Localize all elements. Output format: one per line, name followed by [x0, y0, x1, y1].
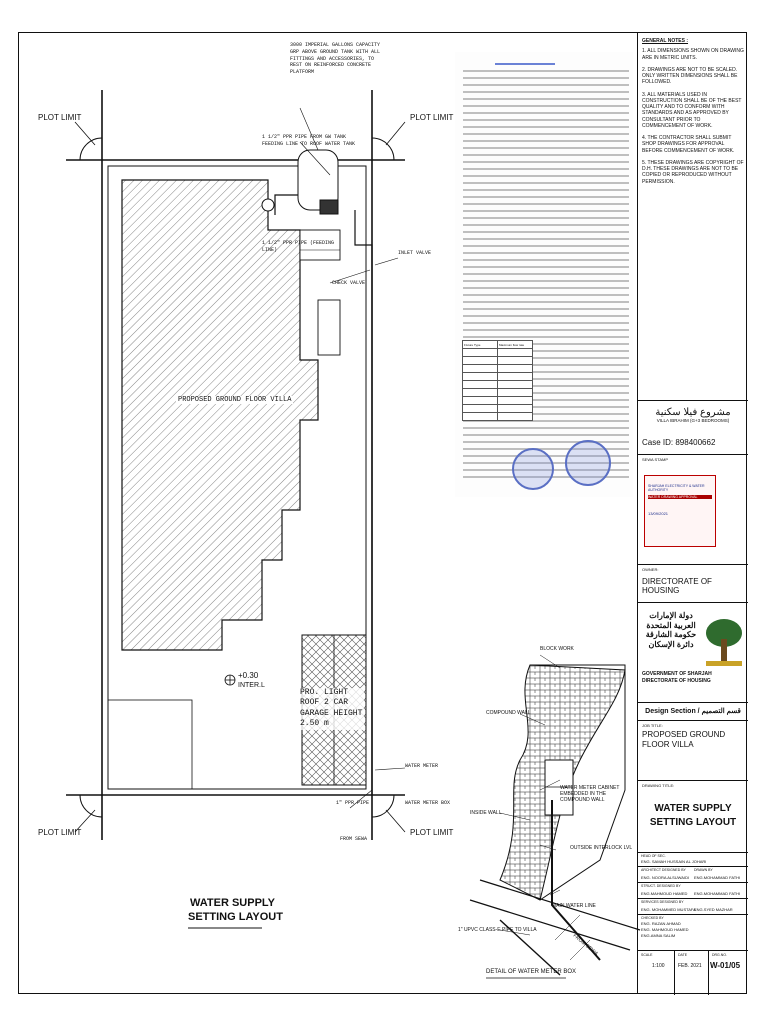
detail-outside-interlock: OUTSIDE INTERLOCK LVL	[570, 845, 633, 851]
meter-box-label: WATER METER BOX	[405, 800, 451, 806]
detail-block-work: BLOCK WORK	[540, 646, 574, 652]
gov-ar-line-3: دائرة الإسكان	[648, 639, 694, 649]
plot-limit-label-br: PLOT LIMIT	[410, 828, 454, 837]
sewa-stamp-label: SEWA STAMP	[642, 457, 669, 462]
plot-limit-label-tl: PLOT LIMIT	[38, 113, 82, 122]
owner-row	[638, 564, 748, 602]
gov-en-line-1: GOVERNMENT OF SHARJAH	[642, 671, 712, 677]
detail-compound-wall: COMPOUND WALL	[486, 710, 531, 716]
job-title-row	[638, 720, 748, 780]
project-heading	[638, 400, 748, 440]
drawn-by-3: ENG.SYED MAZHAR	[694, 907, 733, 912]
check-valve-label: CHECK VALVE	[332, 280, 366, 286]
level-value: +0.30	[238, 671, 259, 680]
scale-value: 1:100	[652, 963, 665, 969]
arch-designed: ENG. NOORA ALSUWAIDI	[641, 875, 690, 880]
general-notes	[642, 38, 744, 185]
drawn-by-2: ENG.MOHAMMAD FATHI	[694, 891, 741, 896]
gov-ar-line-1: دولة الإمارات العربية المتحدة	[646, 611, 696, 630]
struct-designer: ENG.MAHMOUD HAMED	[641, 891, 688, 896]
fixture-flow-table	[462, 340, 533, 421]
drg-label: DRG.NO.	[712, 953, 727, 957]
owner-project-line: VILLA IBRAHIM (G+3 BEDROOMS)	[656, 418, 730, 423]
detail-meter-cabinet: WATER METER CABINET EMBEDDED IN THE COMPOUND WALL	[560, 785, 620, 803]
job-title-label: JOB TITLE:	[642, 723, 663, 728]
general-note-3: 3. ALL MATERIALS USED IN CONSTRUCTION SHALL BE OF THE BEST QUALITY AND TO CONFORM WITH STANDARDS AND AS APPROVED BY CONSULTANT PRIOR TO COMMENCEMENT OF WORK.	[642, 91, 742, 129]
fixture-table-header-1: Fixture Type	[463, 341, 498, 349]
struct-label: STRUCT. DESIGNED BY	[641, 884, 681, 888]
detail-title: DETAIL OF WATER METER BOX	[486, 969, 577, 975]
stamp-date: 13/09/2021	[648, 511, 669, 516]
general-notes-title: GENERAL NOTES :	[642, 38, 689, 44]
services-row	[638, 898, 748, 914]
detail-pipe-to-villa: 1" UPVC CLASS-E PIPE TO VILLA	[458, 927, 537, 933]
checked-2: ENG. MAHMOUD HAMED	[641, 927, 689, 932]
drg-number: W-01/05	[710, 961, 741, 970]
drawing-title-row	[638, 780, 748, 852]
sewa-approval-text: WATER DRAWING APPROVAL	[648, 495, 712, 499]
general-note-4: 4. THE CONTRACTOR SHALL SUBMIT SHOP DRAWINGS FOR APPROVAL BEFORE COMMENCEMENT OF WORK.	[642, 135, 735, 154]
head-of-sec: ENG. SAMAH HUSSAIN AL JOHARI	[641, 859, 707, 864]
structural-row	[638, 882, 748, 898]
checked-1: ENG. RAZAN AHMAD	[641, 921, 681, 926]
scale-date-row	[638, 950, 748, 994]
head-of-sec-row	[638, 852, 748, 866]
services-label: SERVICES DESIGNED BY	[641, 900, 684, 904]
yard-outline	[108, 700, 192, 789]
drawing-title: WATER SUPPLY SETTING LAYOUT	[649, 803, 737, 828]
checked-row	[638, 914, 748, 950]
water-meter-label: WATER METER	[405, 763, 439, 769]
design-section-row	[638, 702, 748, 720]
approval-stamp-right	[565, 440, 611, 486]
plot-limit-label-bl: PLOT LIMIT	[38, 828, 82, 837]
title-block	[637, 32, 747, 994]
drawing-title-label: DRAWING TITLE:	[642, 783, 675, 788]
case-id: Case ID: 898400662	[642, 438, 716, 447]
fixture-table-header-2: Maximum flow rate	[498, 341, 533, 349]
garage-label: PRO. LIGHT ROOF 2 CAR GARAGE HEIGHT 2.50 m	[300, 688, 363, 729]
pipe-note-2: 1 1/2" PPR PIPE (FEEDING LINE)	[262, 240, 335, 253]
architect-row	[638, 866, 748, 882]
pipe-note-1: 1 1/2" PPR PIPE FROM GW TANK FEEDING LINE TO ROOF WATER TANK	[262, 134, 356, 147]
villa-label: PROPOSED GROUND FLOOR VILLA	[178, 396, 292, 404]
level-sub: INTER.L	[238, 682, 265, 689]
pipe-supply-label: 1" PPR PIPE	[336, 800, 370, 806]
checked-label: CHECKED BY	[641, 916, 664, 920]
inlet-valve-label: INLET VALVE	[398, 250, 432, 256]
plan-title-line-1: WATER SUPPLY	[190, 897, 275, 909]
arabic-project-heading: مشروع فيلا سكنية	[655, 407, 731, 418]
gov-english	[642, 671, 712, 684]
from-sewa-label: FROM SEWA	[340, 836, 368, 842]
detail-main-water-line: MAIN WATER LINE	[552, 903, 596, 909]
services-designer: ENG. MOHAMMED MUSTAFA	[641, 907, 696, 912]
government-logo-block	[638, 602, 748, 702]
plot-limit-label-tr: PLOT LIMIT	[410, 113, 454, 122]
head-of-sec-label: HEAD OF SEC.	[641, 854, 666, 858]
approval-stamp-left	[512, 448, 554, 490]
gov-ar-line-2: حكومة الشارقة	[645, 630, 697, 640]
plan-title-line-2: SETTING LAYOUT	[188, 911, 283, 923]
general-note-2: 2. DRAWINGS ARE NOT TO BE SCALED. ONLY WRITTEN DIMENSIONS SHALL BE FOLLOWED.	[642, 66, 738, 86]
arch-designed-label: ARCHITECT DESIGNED BY	[641, 868, 686, 872]
design-section: Design Section / قسم التصميم	[645, 708, 741, 715]
drawn-by: ENG.MOHAMMAD FATHI	[694, 875, 741, 880]
gov-en-line-2: DIRECTORATE OF HOUSING	[642, 677, 711, 684]
palm-tree-emblem	[704, 613, 744, 668]
general-note-1: 1. ALL DIMENSIONS SHOWN ON DRAWING ARE IN METRIC UNITS.	[642, 48, 744, 61]
tank-note: 3000 IMPERIAL GALLONS CAPACITY GRP ABOVE GROUND TANK WITH ALL FITTINGS AND ACCESSORIES, TO REST ON REINFORCED CONCRETE PLATFORM	[290, 42, 381, 75]
drawn-by-label: DRAWN BY	[694, 868, 713, 872]
date-label: DATE	[678, 953, 688, 957]
gov-arabic	[642, 611, 700, 649]
sewa-approval-stamp	[644, 475, 716, 547]
sewa-dept: SHARJAH ELECTRICITY & WATER AUTHORITY	[648, 484, 705, 492]
date-value: FEB. 2021	[678, 963, 702, 969]
sewa-notes-sheet	[455, 52, 633, 497]
level-marker	[225, 675, 235, 685]
job-title: PROPOSED GROUND FLOOR VILLA	[642, 730, 726, 750]
general-note-5: 5. THESE DRAWINGS ARE COPYRIGHT OF D.H. THESE DRAWINGS ARE NOT TO BE COPIED OR REPRODUCED WITHOUT PERMISSION.	[642, 159, 744, 185]
owner-name: DIRECTORATE OF HOUSING	[642, 577, 712, 595]
detail-inside-wall: INSIDE WALL	[470, 810, 502, 816]
detail-from-sewa: FROM SEWA	[571, 932, 599, 958]
scale-label: SCALE	[641, 953, 653, 957]
checked-3: ENG.AMNA SALIM	[641, 933, 676, 938]
owner-label: OWNER:	[642, 567, 659, 572]
